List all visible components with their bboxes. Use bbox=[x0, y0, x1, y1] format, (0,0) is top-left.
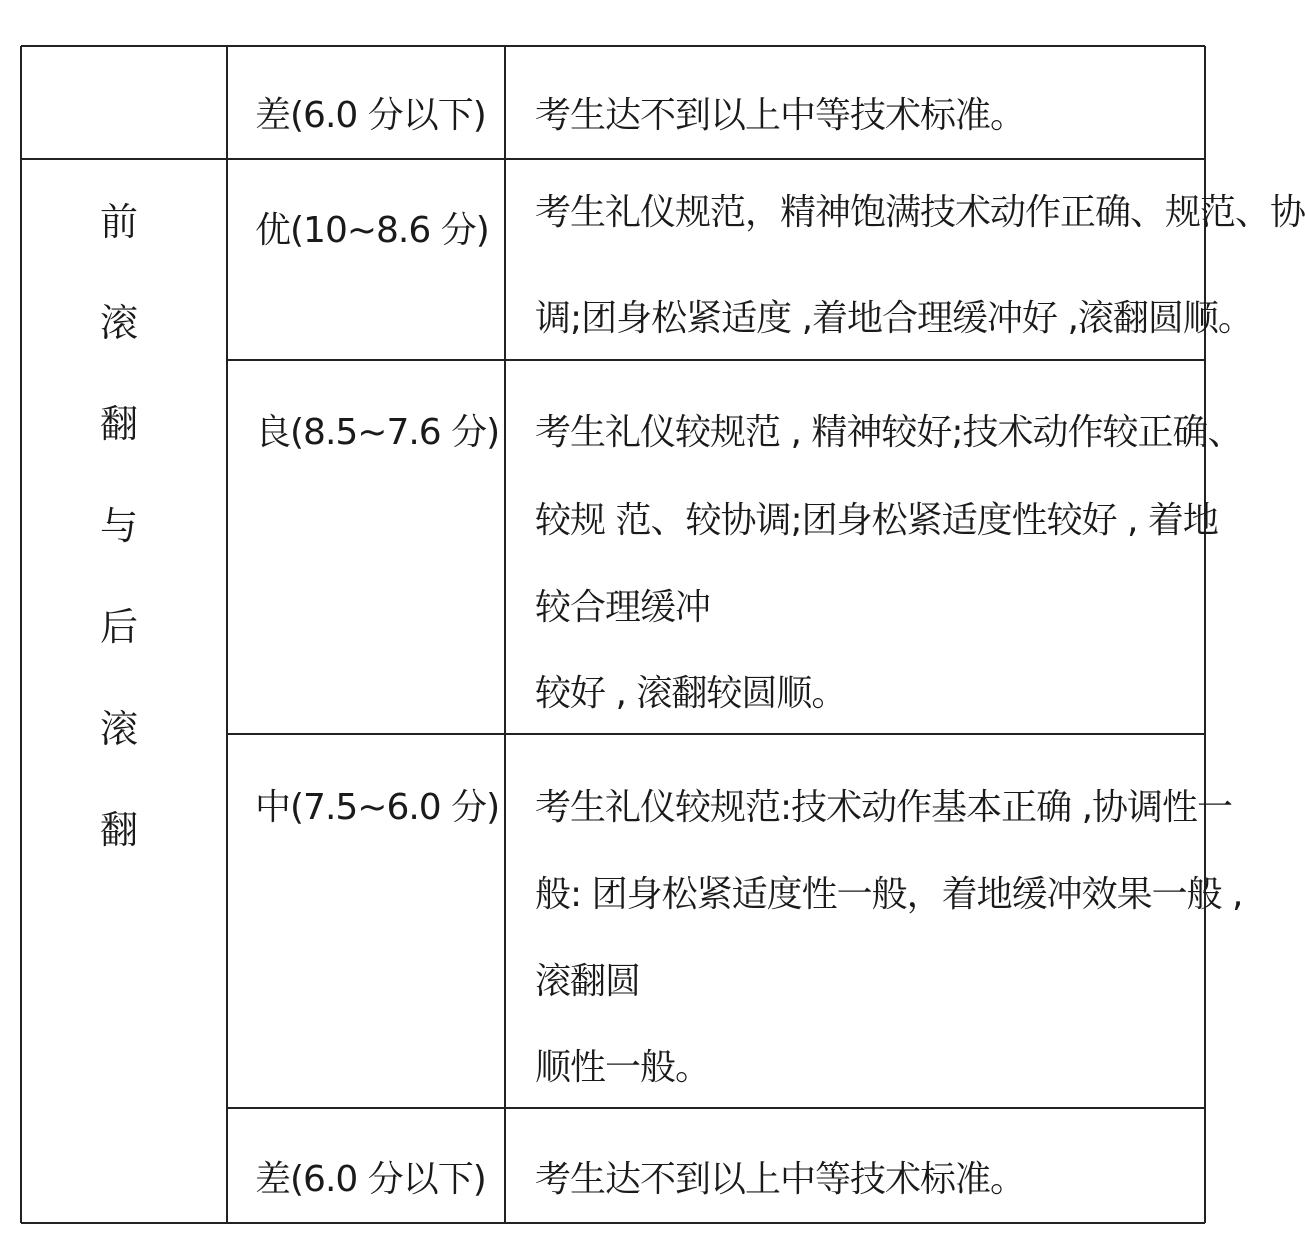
description-line: 考生礼仪较规范 , 精神较好;技术动作较正确、 bbox=[535, 412, 1243, 453]
item-char: 翻 bbox=[100, 402, 139, 446]
description-line: 较合理缓冲 bbox=[535, 587, 711, 628]
description-cell-poor-top: 考生达不到以上中等技术标准。 bbox=[535, 95, 1026, 136]
item-char: 后 bbox=[100, 605, 139, 649]
grade-cell-poor: 差(6.0 分以下) bbox=[255, 1159, 486, 1200]
description-line: 考生礼仪较规范:技术动作基本正确 ,协调性一 bbox=[535, 787, 1233, 828]
item-char: 前 bbox=[100, 200, 139, 244]
description-line: 考生礼仪规范，精神饱满技术动作正确、规范、协 bbox=[535, 192, 1305, 233]
description-line: 调;团身松紧适度 ,着地合理缓冲好 ,滚翻圆顺。 bbox=[535, 298, 1253, 339]
grade-cell-excellent: 优(10~8.6 分) bbox=[255, 210, 489, 251]
item-char: 翻 bbox=[100, 808, 139, 852]
description-line: 般: 团身松紧适度性一般，着地缓冲效果一般 , bbox=[535, 874, 1243, 915]
item-char: 滚 bbox=[100, 707, 139, 751]
description-line: 顺性一般。 bbox=[535, 1047, 711, 1088]
description-line: 滚翻圆 bbox=[535, 961, 641, 1002]
grade-cell-poor-top: 差(6.0 分以下) bbox=[255, 95, 486, 136]
item-char: 与 bbox=[100, 504, 139, 548]
grade-cell-good: 良(8.5~7.6 分) bbox=[255, 412, 500, 453]
grade-cell-average: 中(7.5~6.0 分) bbox=[255, 787, 500, 828]
item-char: 滚 bbox=[100, 301, 139, 345]
description-line: 考生达不到以上中等技术标准。 bbox=[535, 1159, 1026, 1200]
description-line: 较好 , 滚翻较圆顺。 bbox=[535, 673, 847, 714]
description-line: 较规 范、较协调;团身松紧适度性较好 , 着地 bbox=[535, 500, 1218, 541]
